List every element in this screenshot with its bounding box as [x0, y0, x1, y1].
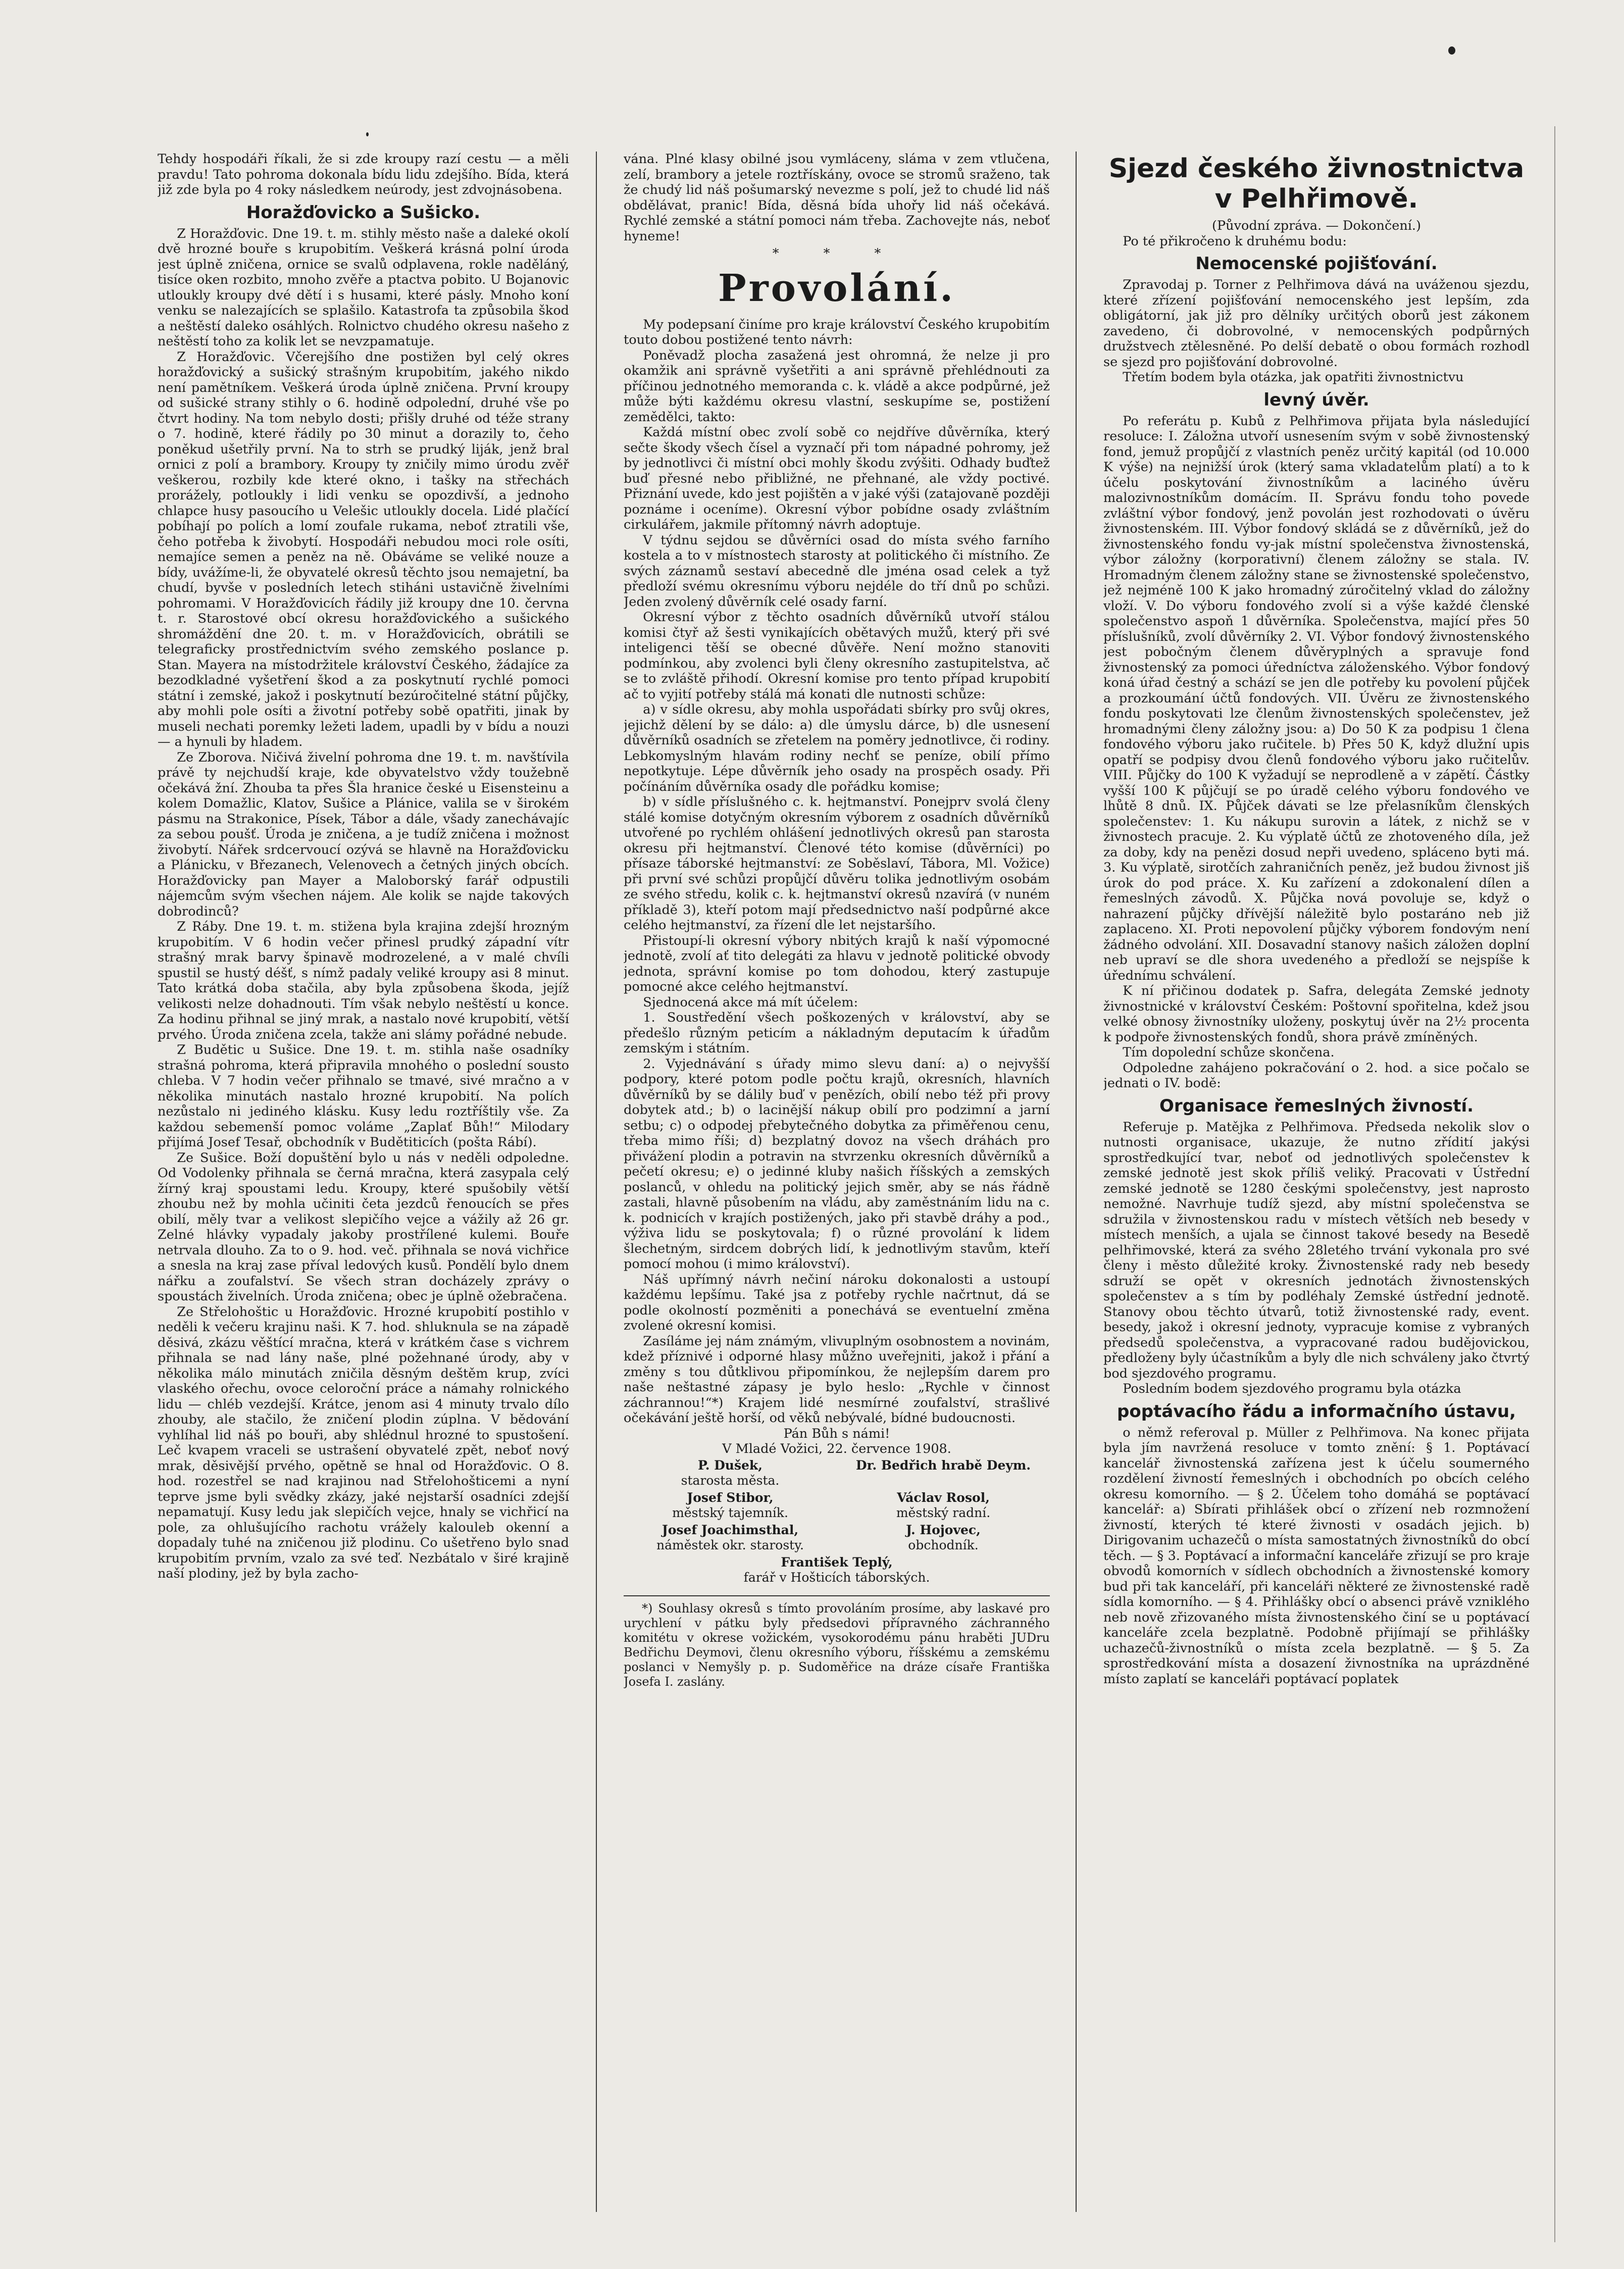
body-paragraph: Okresní výbor z těchto osadních důvěrníků utvoří stálou komisi čtyř až šesti vynikajících obětavých mužů, který při své inteligenci těší se obecné důvěře. Není možno stanoviti podmínkou, aby zvolenci byli členy okresního zastupitelstva, ač se to zvláště přihodí. Okresní komise pro tento případ krupobití ač to vyjití potřeby stálá má konati dle nutnosti schůze: [624, 610, 1050, 702]
separator-stars: * * * [772, 246, 901, 261]
signature [837, 1457, 1050, 1489]
body-paragraph: Tím dopolední schůze skončena. [1123, 1045, 1335, 1060]
body-paragraph: Odpoledne zahájeno pokračování o 2. hod. a sice počalo se jednati o IV. bodě: [1103, 1060, 1530, 1091]
report-paragraph: Z Budětic u Sušice. Dne 19. t. m. stihla naše osadníky strašná pohroma, která připravila mnohého o poslední sousto chleba. V 7 hodin večer přihnalo se tmavé, sivé mračno a v několika minutách nastalo hrozné krupobití. Na polích nezůstalo ni jediného klásku. Kusy ledu roztříštily vše. Za každou sebemenší pomoc voláme „Zaplať Bůh!“ Milodary přijímá Josef Tesař, obchodník v Budětiticích (pošta Rábí). [158, 1042, 569, 1150]
signature-role: městský radní. [896, 1505, 991, 1520]
signature [837, 1522, 1050, 1554]
body-paragraph: b) v sídle příslušného c. k. hejtmanství. Ponejprv svolá členy stálé komise dotyčným okresním výborem z osadních důvěrníků utvořené po rychlém ohlášení jednotlivých okresů pan starosta okresu při hejtmanství. Členové této komise (důvěrníci) po přísaze táborské hejtmanství: ze Soběslaví, Tábora, Ml. Vožice) při první své schůzi propůjčí důvěru tolika jednotlivým osobám ze svého středu, kolik c. k. hejtmanství okresů nzavírá (v nuném příkladě 3), kteří potom mají předsednictvo naší podpůrné akce celého hejtmanství, za řízení dle let nejstaršího. [624, 794, 1050, 933]
signature-name: František Teplý, [781, 1554, 893, 1570]
column-1 [158, 152, 569, 2212]
signature [837, 1489, 1050, 1522]
body-paragraph: 1. Soustředění všech poškozených v království, aby se předešlo různým peticím a nákladným deputacím k úřadům zemským i státním. [624, 1010, 1050, 1056]
signature-role: náměstek okr. starosty. [656, 1537, 804, 1552]
section-heading: Organisace řemeslných živností. [1159, 1095, 1474, 1116]
footnote: *) Souhlasy okresů s tímto provoláním prosíme, aby laskavé pro urychlení v pátku byly předsedovi přípravného záchranného komitétu v okrese vožickém, vysokorodému pánu hraběti JUDru Bedřichu Deymovi, členu okresního výboru, říšskému a zemskému poslanci v Nemyšly p. p. Sudoměřice na dráze císaře Františka Josefa I. zaslány. [624, 1595, 1050, 1689]
body-paragraph: 2. Vyjednávání s úřady mimo slevu daní: a) o nejvyšší podpory, které potom podle počtu krajů, okresních, hlavních důvěrníků by se dálily buď v penězích, obilí nebo též při provy dobytek atd.; b) o lacinější nákup obilí pro podzimní a jarní setbu; c) o odpodej přebytečného dobytka za přiměřenou cenu, třeba mimo říši; d) bezplatný dovoz na všech dráhách pro přivážení plodin a potravin na stvrzenku okresních důvěrníků a pečetí okresu; e) o jedinné kluby našich říšských a zemských poslanců, v ohledu na politický jejich směr, aby se nás řádně zastali, hlavně působením na vládu, aby zaměstnáním lidu na c. k. podnicích v krajích postižených, jako při stavbě dráhy a pod., výživa lidu se poskytovala; f) o různé provolání k lidem šlechetným, sirdcem dobrých lidí, k jednotlivým stavům, kteří pomocí mohou (i mimo království). [624, 1056, 1050, 1272]
signature-role: městský tajemník. [672, 1505, 788, 1520]
section-heading: levný úvěr. [1263, 389, 1369, 410]
body-paragraph: Referuje p. Matějka z Pelhřimova. Předseda nekolik slov o nutnosti organisace, ukazuje, že nutno zřídití jakýsi sprostředkující tvar, neboť od jednotlivých společenstev k zemské jednotě jest skok příliš veliký. Pracovati v Ústřední zemské jednotě se 1280 českými společenstvy, jest naprosto nemožné. Navrhuje tudíž sjezd, aby místní společenstva se sdružila v živnostenskou radu v místech větších neb besedy v místech menších, a ujala se činnost takové besedy na Besedě pelhřimovské, která za svého 28letého trvání vykonala pro své členy i město důležité kroky. Živnostenské rady neb besedy sdruží se opět v okresních jednotách živnostenských společenstev a s tím by podléhaly Zemské ústřední jednotě. Stanovy obou těchto útvarů, totiž živnostenské rady, event. besedy, jakož i okresní jednoty, vypracuje komise z vybraných předsedů společenstva, a vypracované radou budějovickou, předloženy byly účastníkům a byly dle nich schváleny jako čtvrtý bod sjezdového programu. [1103, 1119, 1530, 1381]
column-2 [624, 152, 1050, 2212]
intro-paragraph: Tehdy hospodáři říkali, že si zde kroupy razí cestu — a měli pravdu! Tato pohroma dokonala bídu lidu zdejšího. Bída, která již zde byla po 4 roky následkem neúrody, jest zdvojnásobena. [158, 152, 569, 197]
body-paragraph: Zpravodaj p. Torner z Pelhřimova dává na uváženou sjezdu, které zřízení pojišťování nemocenského jest lepším, zda obligátorní, jak již pro dělníky určitých oborů jest zákonem zavedeno, či dobrovolné, v nemocenských podpůrných družstvech ztělesněné. Po delší debatě o obou formách rozhodl se sjezd pro pojišťování dobrovolné. [1103, 277, 1530, 370]
body-paragraph: Po té přikročeno k druhému bodu: [1123, 233, 1347, 249]
report-paragraph: Z Horažďovic. Dne 19. t. m. stihly město naše a daleké okolí dvě hrozné bouře s krupobitím. Veškerá krásná polní úroda jest úplně zničena, ornice se svalů odplavena, rokle naděláný, tisíce oken rozbito, mnoho zvěře a ptactva pobito. U Bojanovic utloukly kroupy dvé dětí i s husami, které pásly. Mnoho koní venku se nalezajících se splašilo. Katastrofa ta způsobila škod a neštěstí daleko osáhlých. Rolnictvo chudého okresu našeho z neštěstí toho za kolik let se nevzpamatuje. [158, 226, 569, 349]
signature-name: Josef Joachimsthal, [662, 1522, 799, 1537]
column-3 [1103, 152, 1530, 2212]
body-paragraph: o němž referoval p. Müller z Pelhřimova. Na konec přijata byla jím navržená resoluce v tomto znění: § 1. Poptávací kancelář živnostenská zařízena jest k účelu soumerného rozdělení živností řemeslných i obchodních po obcích celého okresu komorního. — § 2. Účelem toho domáhá se poptávací kancelář: a) Sbírati přihlášek obcí o zřízení neb rozmnožení živností, kterých té které živnosti v osadách jejich. b) Dirigovanim uchazečů o místa samostatných živnostníků do obcí těch. — § 3. Poptávací a informační kanceláře zřizují se pro kraje obvodů komorních v sídlech obchodních a živnostenské komory bud při tak kanceláří, při kanceláři některé ze živnostenské radě sídla komorního. — § 4. Přihlášky obcí o absenci právě vzniklého neb nově zřizovaného místa živnostenského činí se u poptávací kanceláře zcela bezplatně. Podobně přijímají se přihlášky uchazečů-živnostníků o místa zcela bezplatně. — § 5. Za sprostředkování místa a dosazení živnostníka na uprázdněné místo zaplatí se kanceláři poptávací poplatek [1103, 1425, 1530, 1687]
signature-role: farář v Hošticích táborských. [743, 1570, 930, 1585]
column-rule-1 [596, 152, 597, 2212]
signature [624, 1489, 837, 1522]
body-paragraph: a) v sídle okresu, aby mohla uspořádati sbírky pro svůj okres, jejichž dělení by se dálo: a) dle úmyslu dárce, b) dle usnesení důvěrníků osadních se zřetelem na poměry jednotlivce, či rodiny. Lebkomyslným hlavám rodiny nechť se peníze, obilí přímo nepotkytuje. Lépe důvěrník jeho osady na prospěch osady. Při počínáním důvěrníka osady dle pořádku komise; [624, 702, 1050, 794]
section-heading: Horažďovicko a Sušicko. [246, 202, 481, 223]
signature-name: J. Hojovec, [906, 1522, 981, 1537]
body-paragraph: My podepsaní činíme pro kraje království Českého krupobitím touto dobou postižené tento návrh: [624, 317, 1050, 347]
section-heading: poptávacího řádu a informačního ústavu, [1117, 1401, 1516, 1422]
body-paragraph: Každá místní obec zvolí sobě co nejdříve důvěrníka, který sečte škody všech čísel a vyznačí při tom nápadné pohromy, jež by jednotlivci či místní obci mohly škodu zvýšiti. Odhady buďtež buď přesné nebo přibližné, ne přehnané, ale vždy poctivé. Přiznání uvede, kdo jest pojištěn a v jaké výši (zatajovaně později poznáme i oceníme). Okresní výbor pobídne osady zvláštním cirkulářem, jakmile přítomný návrh adoptuje. [624, 425, 1050, 532]
report-paragraph: Z Horažďovic. Včerejšího dne postižen byl celý okres horažďovický a sušický strašným krupobitím, jakého nikdo není pamětníkem. Veškerá úroda úplně zničena. První kroupy od sušické strany stihly o 6. hodině odpolední, druhé vše po čtvrt hodiny. Na tom nebylo dosti; přišly druhé od téže strany o 7. hodině, které řádily po 30 minut a dorazily to, čeho poněkud ušetřily první. Na to strh se prudký liják, jenž bral ornici z polí a brambory. Kroupy ty zničily mimo úrodu zvěř veškerou, rozbily kde které okno, i tašky na střechách prorážely, potloukly i lidi venku se opozdivší, a jednoho chlapce husy pasoucího u Velešic utloukly docela. Lidé plačící pobíhají po polích a lomí zoufale rukama, neboť ztratili vše, čeho potřeba k živobytí. Hospodáři nebudou moci role osíti, nemajíce semen a peněz na ně. Obáváme se veliké nouze a bídy, uvážíme-li, že obyvatelé okresů těchto jsou nemajetní, ba chudí, byvše v posledních letech stiháni ustavičně živelními pohromami. V Horažďovicích řádily již kroupy dne 10. června t. r. Starostové obcí okresu horažďovického a sušického shromáždění dne 20. t. m. v Horažďovicích, obrátili se telegraficky prostřednictvím svého zemského poslance p. Stan. Mayera na místodržitele království Českého, žádajíce za bezodkladné vyšetření škod a za poskytnutí rychlé pomoci státní i zemské, jakož i poskytnutí bezúročitelné státní půjčky, aby mohli pole osíti a životní potřeby sobě opatřiti, jinak by museli nechati poremky ležeti ladem, upadli by v bídu a nouzi — a hynuli by hladem. [158, 349, 569, 749]
signature-role: obchodník. [908, 1537, 979, 1552]
signature [624, 1522, 837, 1554]
article-heading: Sjezd českého živnostnictva v Pelhřimově. [1108, 154, 1525, 214]
print-speck-small [366, 132, 369, 136]
body-paragraph: Třetím bodem byla otázka, jak opatřiti živnostnictvu [1123, 370, 1464, 385]
report-paragraph: Z Ráby. Dne 19. t. m. stižena byla krajina zdejší hrozným krupobitím. V 6 hodin večer přinesl prudký západní vítr strašný mrak barvy špinavě modrozelené, a v malé chvíli spustil se hustý déšť, s nímž padaly veliké kroupy asi 8 minut. Tato krátká doba stačila, aby byla způsobena škoda, jejíž velikosti nelze dohadnouti. Tím však nebylo neštěstí u konce. Za hodinu přihnal se jiný mrak, a nastalo nové krupobití, větší prvého. Úroda zničena zcela, takže ani slámy pořádné nebude. [158, 919, 569, 1042]
proclamation-title: Provolání. [718, 266, 956, 310]
print-speck [1448, 46, 1455, 55]
signatures-table [624, 1457, 1050, 1586]
report-paragraph: Ze Sušice. Boží dopuštění bylo u nás v neděli odpoledne. Od Vodolenky přihnala se černá mračna, která zasypala celý žírný kraj spoustami ledu. Kroupy, které spušobily větší zhoubu než by mohla učiniti četa jezdců řenoucích se přes obilí, měly tvar a velikost slepičího vejce a vážily až 26 gr. Zelné hlávky vypadaly jakoby prostřílené kulemi. Bouře netrvala dlouho. Za to o 9. hod. več. přihnala se nová vichřice a snesla na kraj zase příval ledových kusů. Pondělí bylo dnem nářku a zoufalství. Se všech stran docházely zprávy o spoustách živelních. Úroda zničena; obec je úplně ožebračena. [158, 1150, 569, 1304]
body-paragraph: Zasíláme jej nám známým, vlivuplným osobnostem a novinám, kdež příznivé i odporné hlasy můžno uveřejniti, jakož i přání a změny s tou důtklivou připomínkou, že nejlepším darem pro naše neštastné zápasy je bylo heslo: „Rychle v činnost záchrannou!“*) Krajem lidé nesmírné zoufalství, strašlivé očekávání ještě horší, od věků nebývalé, bídné budoucnosti. [624, 1333, 1050, 1426]
place-date-line: V Mladé Vožici, 22. července 1908. [722, 1441, 951, 1456]
signature-name: Václav Rosol, [897, 1490, 990, 1505]
signature-name: Dr. Bedřich hrabě Deym. [855, 1457, 1031, 1473]
signature-name: P. Dušek, [698, 1457, 763, 1473]
column-rule-2 [1076, 152, 1077, 2212]
body-paragraph: Posledním bodem sjezdového programu byla otázka [1123, 1381, 1461, 1396]
body-paragraph: K ní přičinou dodatek p. Safra, delegáta Zemské jednoty živnostnické v království Českém: Poštovní spořitelna, kdež jsou velké obnosy živnostníky uloženy, poskytuj úvěr na 2½ procenta k podpoře živnostenských fondů, shora právě zmíněných. [1103, 983, 1530, 1045]
body-paragraph: Po referátu p. Kubů z Pelhřimova přijata byla následující resoluce: I. Záložna utvoří usnesením svým v sobě živnostenský fond, jemuž propůjčí z vlastních peněz určitý kapitál (od 10.000 K výše) na nejnižší úrok (který sama vkladatelům platí) a to k účelu poskytování živnostníkům a laciného úvěru malozivnostníkům domácím. II. Správu fondu toho povede zvláštní výbor fondový, jenž povolán jest rozhodovati o úvěru živnostenském. III. Výbor fondový skládá se z důvěrníků, jež do živnostenského fondu vy-jak místní společenstva živnostenská, výbor záložny (korporativní) členem záložny se stala. IV. Hromadným členem záložny stane se živnostenské společenstvo, jež nejméně 100 K jako hromadný zúročitelný vklad do záložny vloží. V. Do výboru fondového zvolí si a výše každé členské společenstvo aspoň 1 důvěrníka. Společenstva, mající přes 50 příslušníků, zvolí důvěrníky 2. VI. Výbor fondový živnostenského jest pobočným členem důvěryplných a spravuje fond živnostenský za pomoci úředníctva záloženského. Výbor fondový koná úřad čestný a schází se jen dle potřeby ku povolení půjček a prozkoumání účtů fondových. VII. Úvěru ze živnostenského fondu poskytovati lze členům živnostenských společenstev, jež hromadnými členy záložny jsou: a) Do 50 K za podpisu 1 člena fondového výboru jako ručitele. b) Přes 50 K, když dlužní upis opatří se podpisy dvou členů fondového výboru jako ručitelův. VIII. Půjčky do 100 K vyžadují se neprodleně a v zápětí. Částky vyšší 100 K půjčují se po úradě celého výboru fondového ve lhůtě 8 dnů. IX. Půjček dávati se lze přelasníkům členských společenstev: 1. Ku nákupu surovin a látek, z nichž se v živnostech pracuje. 2. Ku výplatě účtů ze zhotoveného díla, jež za doby, kdy na penězi dosud nepři uvedeno, spláceno byti má. 3. Ku výplatě, sirotčích zahraničních peněz, jež budou živnost jiš úrok do pod práce. X. Ku zařízení a zdokonalení dílen a řemeslných závodů. X. Půjčka nová povoluje se, když o nahrazení půjčky dřívější náležitě bylo postaráno neb již zaplaceno. XI. Proti nepovolení půjčky výborem fondovým není žádného odvolání. XII. Dosavadní stanovy našich záložen doplní neb upraví se dle shora uvedeného a předloží se nejspíše k úřednímu schválení. [1103, 413, 1530, 983]
continuation-paragraph: vána. Plné klasy obilné jsou vymláceny, sláma v zem vtlučena, zelí, brambory a jetele roztřískány, ovoce se stromů sraženo, tak že chudý lid náš pošumarský nevezme s polí, jež to chudé lid náš obdělávat, pranic! Bída, děsná bída uhořy lid náš očekává. Rychlé zemské a státní pomoci nám třeba. Zachovejte nás, neboť hyneme! [624, 152, 1050, 244]
report-paragraph: Ze Střelohoštic u Horažďovic. Hrozné krupobití postihlo v neděli k večeru krajinu naši. K 7. hod. shluknula se na západě děsivá, zkázu věštící mračna, která v krátkém čase s vichrem přihnala se nad lány naše, plné požehnané úrody, aby v několika málo minutách zničila děsným deštěm krup, zvíci vlaského ořechu, ovoce celoroční práce a námahy rolnického lidu — chléb vezdejší. Krátce, jenom asi 4 minuty trvalo dílo zhouby, ale stačilo, že zničení plodin zúplna. V bědování vyhlíhal lid náš po bouři, aby shlédnul hrozné to spustošení. Leč kvapem vraceli se ustrašení obyvatelé zpět, neboť nový mrak, děsivější prvého, opětně se hnal od Horažďovic. O 8. hod. rozestřel se nad krajinou nad Střelohošticemi a nyní teprve jsme byli svědky zkázy, jaké nejstarší osadníci zdejší nepamatují. Kusy ledu jak slepičích vejce, hnaly se vichřicí na pole, za ohlušujícího rachotu vrážely kalouleb okenní a dopadaly tuhé na zničenou již plodinu. Co ušetřeno bylo snad krupobitím prvním, vzalo za své teď. Nezbátalo v širé krajině naší plodiny, jež by byla zacho- [158, 1304, 569, 1581]
signature-name: Josef Stibor, [687, 1490, 774, 1505]
body-paragraph: Přistoupí-li okresní výbory nbitých krajů k naší výpomocné jednotě, zvolí ať tito delegáti za hlavu v jednotě politické obvody jednota, správní komise po tom dohodou, který zastupuje pomocné akce celého hejtmanství. [624, 933, 1050, 994]
body-paragraph: Sjednocená akce má mít účelem: [643, 994, 858, 1010]
blessing-line: Pán Bůh s námi! [783, 1426, 890, 1441]
signature-role: starosta města. [681, 1473, 780, 1488]
body-paragraph: V týdnu sejdou se důvěrníci osad do místa svého farního kostela a to v místnostech starosty at politického či místního. Ze svých záznamů sestaví abecedně dle jména osad celek a tyž předloží svému okresnímu výboru nejdéle do tří dnů po schůzi. Jeden zvolený důvěrník celé osady farní. [624, 532, 1050, 610]
section-heading: Nemocenské pojišťování. [1195, 254, 1438, 274]
body-paragraph: Náš upřímný návrh nečiní nároku dokonalosti a ustoupí každému lepšímu. Také jsa z potřeby rychle načrtnut, dá se podle okolností pozměniti a ponechává se eventuelní změna zvolené okresní komisi. [624, 1272, 1050, 1333]
body-paragraph: Poněvadž plocha zasažená jest ohromná, že nelze ji pro okamžik ani správně vyšetřiti a ani správně přehlédnouti za příčinou jednotného memoranda c. k. vládě a akce podpůrné, jež může býti každému okresu vlastní, seskupíme se, postižení zemědělci, takto: [624, 347, 1050, 425]
page-edge-rule [1554, 126, 1555, 2242]
report-paragraph: Ze Zborova. Ničivá živelní pohroma dne 19. t. m. navštívila právě ty nejchudší kraje, kde obyvatelstvo vždy toužebně očekává žní. Zhouba ta přes Šla hranice české u Eisensteinu a kolem Domažlic, Klatov, Sušice a Plánice, valila se v širokém pásmu na Strakonice, Písek, Tábor a dále, všady zanechávajíc za sebou poušť. Úroda je zničena, a je tudíž zničena i možnost živobytí. Nářek srdcervoucí ozývá se hlavně na Horažďovicku a Plánicku, v Březanech, Velenovech a četných jiných obcích. Horažďovicky pan Mayer a Maloborský farář odpustili nájemcům svým všechen nájem. Ale kolik se najde takových dobrodinců? [158, 749, 569, 919]
article-subtitle: (Původní zpráva. — Dokončení.) [1212, 218, 1421, 233]
signature [624, 1457, 837, 1489]
signature [624, 1554, 1050, 1586]
